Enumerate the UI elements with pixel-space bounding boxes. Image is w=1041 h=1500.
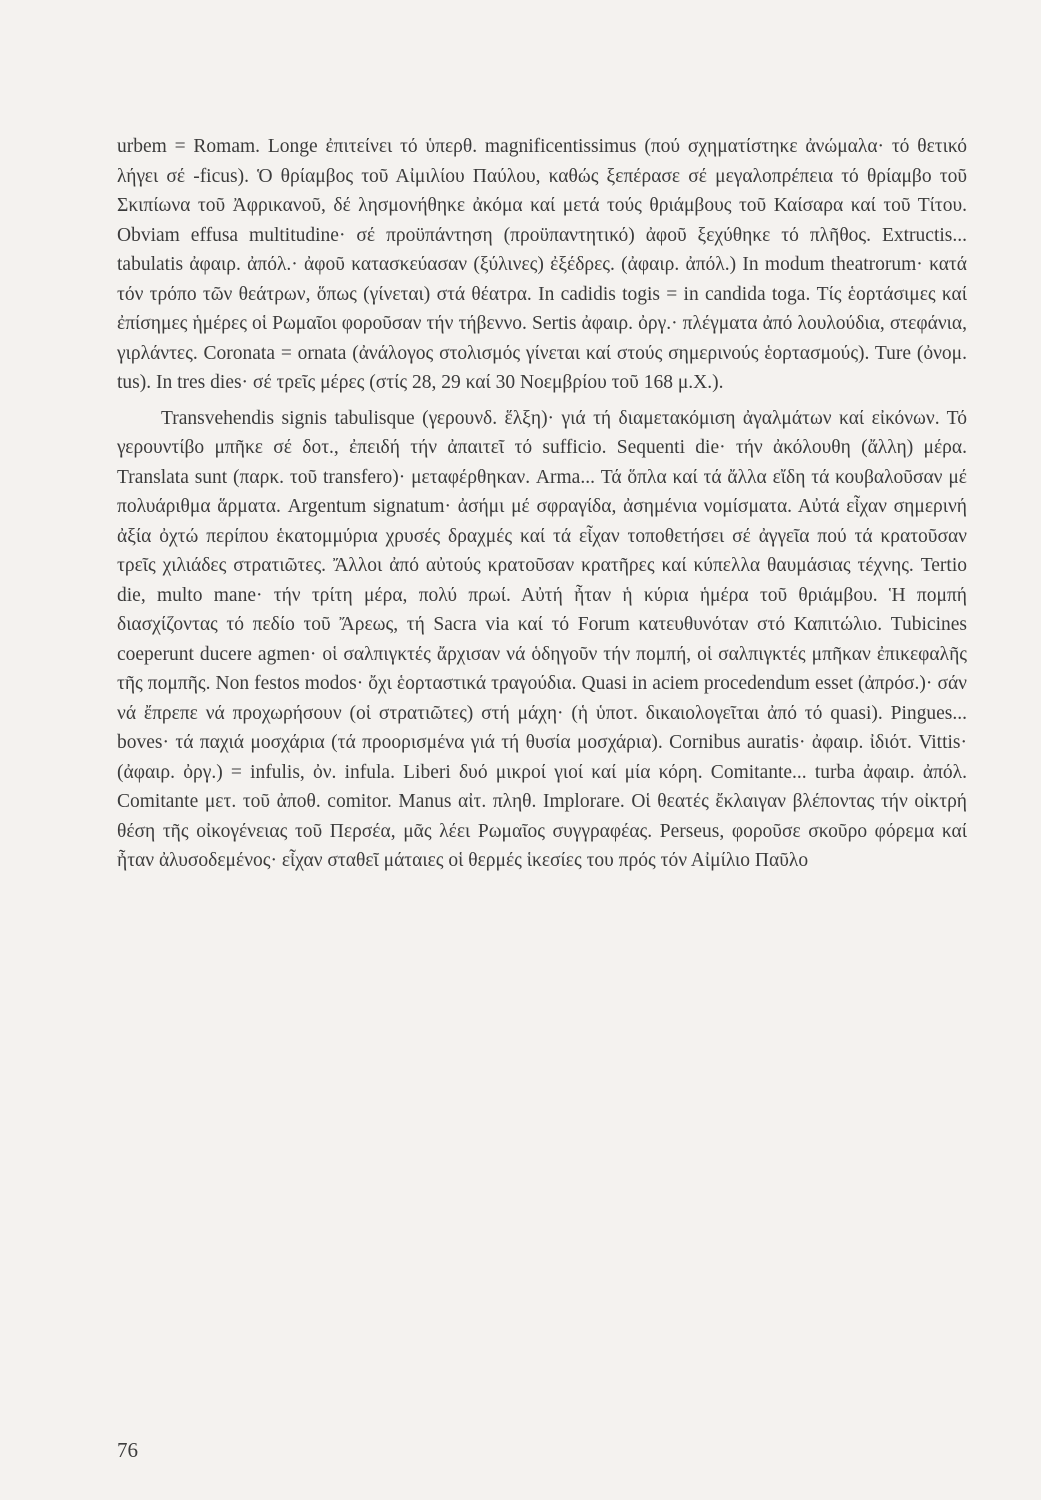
paragraph-1: urbem = Romam. Longe ἐπιτείνει τό ὑπερθ. magnificentissimus (πού σχηματίστηκε ἀνώμαλα· τό θετικό λήγει σέ -ficus). Ὁ θρίαμβος τοῦ Αἰμιλίου Παύλου, καθώς ξεπέρασε σέ μεγαλοπρέπεια τό θρίαμβο τοῦ Σκιπίωνα τοῦ Ἀφρικανοῦ, δέ λησμονήθηκε ἀκόμα καί μετά τούς θριάμβους τοῦ Καίσαρα καί τοῦ Τίτου. Obviam effusa multitudine· σέ προϋπάντηση (προϋπαντητικό) ἀφοῦ ξεχύθηκε τό πλῆθος. Extructis... tabulatis ἀφαιρ. ἀπόλ.· ἀφοῦ κατασκεύασαν (ξύλινες) ἐξέδρες. (ἀφαιρ. ἀπόλ.) In modum theatrorum· κατά τόν τρόπο τῶν θεάτρων, ὅπως (γίνεται) στά θέατρα. In cadidis togis = in candida toga. Τίς ἑορτάσιμες καί ἐπίσημες ἡμέρες οἱ Ρωμαῖοι φοροῦσαν τήν τήβεννο. Sertis ἀφαιρ. ὀργ.· πλέγματα ἀπό λουλούδια, στεφάνια, γιρλάντες. Coronata = ornata (ἀνάλογος στολισμός γίνεται καί στούς σημερινούς ἑορτασμούς). Ture (ὀνομ. tus). In tres dies· σέ τρεῖς μέρες (στίς 28, 29 καί 30 Νοεμβρίου τοῦ 168 μ.Χ.). — [117, 136, 967, 393]
body-text — [117, 132, 967, 876]
paragraph-2: Transvehendis signis tabulisque (γερουνδ. ἕλξη)· γιά τή διαμετακόμιση ἀγαλμάτων καί εἰκόνων. Τό γερουντίβο μπῆκε σέ δοτ., ἐπειδή τήν ἀπαιτεῖ τό sufficio. Sequenti die· τήν ἀκόλουθη (ἄλλη) μέρα. Translata sunt (παρκ. τοῦ transfero)· μεταφέρθηκαν. Arma... Τά ὅπλα καί τά ἄλλα εἴδη τά κουβαλοῦσαν μέ πολυάριθμα ἅρματα. Argentum signatum· ἀσήμι μέ σφραγίδα, ἀσημένια νομίσματα. Αὐτά εἶχαν σημερινή ἀξία ὀχτώ περίπου ἑκατομμύρια χρυσές δραχμές καί τά εἶχαν τοποθετήσει σέ ἀγγεῖα πού τά κρατοῦσαν τρεῖς χιλιάδες στρατιῶτες. Ἄλλοι ἀπό αὐτούς κρατοῦσαν κρατῆρες καί κύπελλα θαυμάσιας τέχνης. Tertio die, multo mane· τήν τρίτη μέρα, πολύ πρωί. Αὐτή ἦταν ἡ κύρια ἡμέρα τοῦ θριάμβου. Ἡ πομπή διασχίζοντας τό πεδίο τοῦ Ἄρεως, τή Sacra via καί τό Forum κατευθυνόταν στό Καπιτώλιο. Tubicines coeperunt ducere agmen· οἱ σαλπιγκτές ἄρχισαν νά ὁδηγοῦν τήν πομπή, οἱ σαλπιγκτές μπῆκαν ἐπικεφαλῆς τῆς πομπῆς. Non festos modos· ὄχι ἑορταστικά τραγούδια. Quasi in aciem procedendum esset (ἀπρόσ.)· σάν νά ἔπρεπε νά προχωρήσουν (οἱ στρατιῶτες) στή μάχη· (ἡ ὑποτ. δικαιολογεῖται ἀπό τό quasi). Pingues... boves· τά παχιά μοσχάρια (τά προορισμένα γιά τή θυσία μοσχάρια). Cornibus auratis· ἀφαιρ. ἰδιότ. Vittis· (ἀφαιρ. ὀργ.) = infulis, ὀν. infula. Liberi δυό μικροί γιοί καί μία κόρη. Comitante... turba ἀφαιρ. ἀπόλ. Comitante μετ. τοῦ ἀποθ. comitor. Manus αἰτ. πληθ. Implorare. Οἱ θεατές ἔκλαιγαν βλέποντας τήν οἰκτρή θέση τῆς οἰκογένειας τοῦ Περσέα, μᾶς λέει Ρωμαῖος συγγραφέας. Perseus, φοροῦσε σκοῦρο φόρεμα καί ἦταν ἀλυσοδεμένος· εἶχαν σταθεῖ μάταιες οἱ θερμές ἱκεσίες του πρός τόν Αἰμίλιο Παῦλο — [117, 407, 967, 871]
page-number: 76 — [117, 1438, 138, 1462]
